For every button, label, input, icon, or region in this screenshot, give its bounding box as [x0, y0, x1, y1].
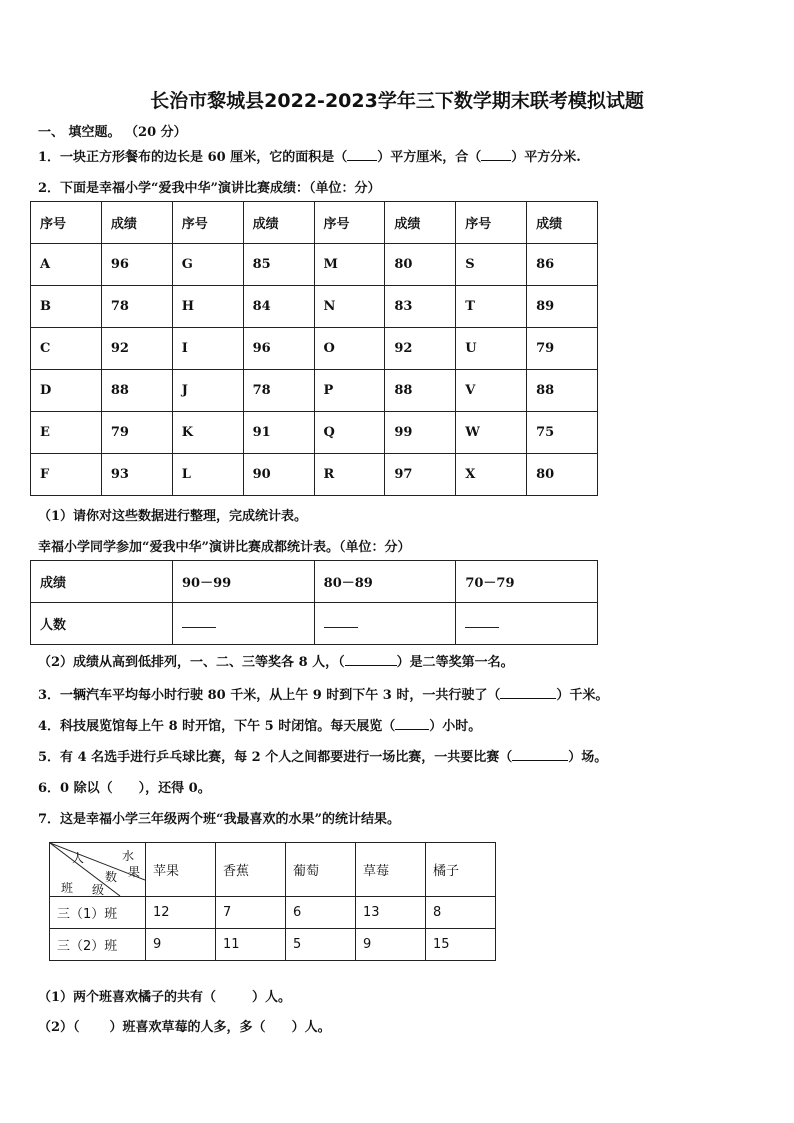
table-cell: 91 — [243, 412, 314, 454]
q3-text-a: 3．一辆汽车平均每小时行驶 80 千米，从上午 9 时到下午 3 时，一共行驶了（ — [38, 688, 501, 703]
header-cell: 葡萄 — [286, 843, 356, 897]
table-cell: 85 — [243, 244, 314, 286]
header-cell: 成绩 — [527, 202, 598, 244]
table-cell: 79 — [101, 412, 172, 454]
q4-text-b: ）小时。 — [429, 719, 482, 734]
table-cell: 9 — [146, 929, 216, 961]
corner-label: 数 — [105, 870, 118, 884]
table-cell: 83 — [385, 286, 456, 328]
table-row — [31, 328, 598, 370]
header-cell: 序号 — [31, 202, 102, 244]
question-5 — [38, 746, 607, 765]
table-cell: 70－79 — [456, 561, 598, 603]
stat-table-caption: 幸福小学同学参加“爱我中华”演讲比赛成都统计表。（单位：分） — [38, 540, 411, 555]
table-cell: M — [314, 244, 385, 286]
table-cell: 93 — [101, 454, 172, 496]
answer-cell[interactable] — [173, 603, 315, 645]
table-cell: 80－89 — [314, 561, 456, 603]
table-cell: 88 — [527, 370, 598, 412]
header-cell: 序号 — [456, 202, 527, 244]
header-cell: 序号 — [172, 202, 243, 244]
table-cell: 89 — [527, 286, 598, 328]
q3-text-b: ）千米。 — [556, 688, 609, 703]
table-cell: S — [456, 244, 527, 286]
table-cell: 97 — [385, 454, 456, 496]
table-cell: H — [172, 286, 243, 328]
table-cell: V — [456, 370, 527, 412]
question-2-intro: 2．下面是幸福小学“爱我中华”演讲比赛成绩：（单位：分） — [38, 181, 381, 196]
table-header-row — [31, 202, 598, 244]
q1-blank-1[interactable] — [347, 146, 377, 161]
table-cell: 90－99 — [173, 561, 315, 603]
q7-2-text-b: ）班喜欢草莓的人多，多（ — [109, 1020, 266, 1035]
table-cell: D — [31, 370, 102, 412]
table-cell: 80 — [385, 244, 456, 286]
table-row — [31, 286, 598, 328]
scores-table — [30, 201, 598, 496]
table-cell: 92 — [385, 328, 456, 370]
table-row — [31, 561, 598, 603]
table-cell: B — [31, 286, 102, 328]
table-cell: 99 — [385, 412, 456, 454]
table-cell: 8 — [426, 897, 496, 929]
corner-label: 班 — [61, 881, 74, 895]
header-cell: 序号 — [314, 202, 385, 244]
section-heading: 一、 填空题。 （20 分） — [38, 125, 187, 140]
table-row — [31, 244, 598, 286]
table-cell: 92 — [101, 328, 172, 370]
table-cell: C — [31, 328, 102, 370]
table-cell: I — [172, 328, 243, 370]
q7-1-text-b: ）人。 — [252, 990, 292, 1005]
header-cell: 成绩 — [385, 202, 456, 244]
question-6 — [38, 777, 211, 796]
corner-label: 人 — [72, 851, 85, 865]
q5-text-a: 5．有 4 名选手进行乒乓球比赛，每 2 个人之间都要进行一场比赛，一共要比赛（ — [38, 750, 513, 765]
table-cell: 88 — [385, 370, 456, 412]
table-cell: A — [31, 244, 102, 286]
q7-1-text-a: （1）两个班喜欢橘子的共有（ — [38, 990, 217, 1005]
table-cell: 11 — [216, 929, 286, 961]
table-row — [31, 370, 598, 412]
question-7-part-2 — [38, 1016, 331, 1035]
table-cell: N — [314, 286, 385, 328]
table-cell: 90 — [243, 454, 314, 496]
table-cell: 6 — [286, 897, 356, 929]
table-cell: 86 — [527, 244, 598, 286]
table-cell: 成绩 — [31, 561, 173, 603]
table-cell: 7 — [216, 897, 286, 929]
answer-blank[interactable] — [182, 615, 216, 628]
page-title: 长治市黎城县2022-2023学年三下数学期末联考模拟试题 — [150, 90, 644, 112]
question-1 — [38, 146, 581, 165]
corner-label: 果 — [128, 865, 141, 879]
q2-2-text-a: （2）成绩从高到低排列，一、二、三等奖各 8 人，（ — [38, 655, 345, 670]
question-7-part-1 — [38, 986, 291, 1005]
table-cell: R — [314, 454, 385, 496]
table-row — [31, 454, 598, 496]
table-row — [50, 929, 496, 961]
q7-2-text-c: ）人。 — [291, 1020, 331, 1035]
question-4 — [38, 715, 481, 734]
stat-table — [30, 560, 598, 645]
table-cell: 9 — [356, 929, 426, 961]
answer-cell[interactable] — [314, 603, 456, 645]
q5-blank[interactable] — [512, 746, 568, 761]
table-cell: J — [172, 370, 243, 412]
table-cell: 人数 — [31, 603, 173, 645]
table-cell: 96 — [101, 244, 172, 286]
q2-2-blank[interactable] — [345, 651, 397, 666]
question-3 — [38, 684, 608, 703]
table-row — [50, 897, 496, 929]
q1-blank-2[interactable] — [481, 146, 511, 161]
table-cell: O — [314, 328, 385, 370]
q7-2-text-a: （2）（ — [38, 1020, 80, 1035]
table-cell: 13 — [356, 897, 426, 929]
table-cell: E — [31, 412, 102, 454]
table-cell: 79 — [527, 328, 598, 370]
row-label: 三（2）班 — [50, 929, 146, 961]
header-cell: 苹果 — [146, 843, 216, 897]
corner-label: 级 — [92, 883, 105, 897]
table-cell: X — [456, 454, 527, 496]
q1-text-a: 1．一块正方形餐布的边长是 60 厘米，它的面积是（ — [38, 150, 348, 165]
question-7-intro: 7．这是幸福小学三年级两个班“我最喜欢的水果”的统计结果。 — [38, 812, 401, 827]
q2-2-text-b: ）是二等奖第一名。 — [396, 655, 514, 670]
q5-text-b: ）场。 — [568, 750, 608, 765]
diagonal-header-cell — [50, 843, 146, 897]
q6-text-a: 6．0 除以（ — [38, 781, 113, 796]
table-cell: P — [314, 370, 385, 412]
table-cell: 78 — [243, 370, 314, 412]
table-cell: 5 — [286, 929, 356, 961]
table-row — [31, 412, 598, 454]
table-cell: 78 — [101, 286, 172, 328]
row-label: 三（1）班 — [50, 897, 146, 929]
table-cell: 15 — [426, 929, 496, 961]
table-cell: K — [172, 412, 243, 454]
table-cell: 12 — [146, 897, 216, 929]
table-row — [31, 603, 598, 645]
q6-text-b: ），还得 0。 — [138, 781, 211, 796]
question-2-part-1: （1）请你对这些数据进行整理，完成统计表。 — [38, 509, 308, 524]
answer-cell[interactable] — [456, 603, 598, 645]
q3-blank[interactable] — [500, 684, 556, 699]
table-header-row — [50, 843, 496, 897]
answer-blank[interactable] — [465, 615, 499, 628]
header-cell: 成绩 — [243, 202, 314, 244]
table-cell: 80 — [527, 454, 598, 496]
fruit-table — [49, 842, 496, 961]
table-cell: 84 — [243, 286, 314, 328]
q1-text-c: ）平方分米. — [511, 150, 581, 165]
question-2-part-2 — [38, 651, 514, 670]
q1-text-b: ）平方厘米，合（ — [377, 150, 482, 165]
header-cell: 成绩 — [101, 202, 172, 244]
table-cell: Q — [314, 412, 385, 454]
table-cell: 96 — [243, 328, 314, 370]
table-cell: L — [172, 454, 243, 496]
table-cell: F — [31, 454, 102, 496]
table-cell: G — [172, 244, 243, 286]
table-cell: W — [456, 412, 527, 454]
table-cell: 75 — [527, 412, 598, 454]
header-cell: 香蕉 — [216, 843, 286, 897]
header-cell: 草莓 — [356, 843, 426, 897]
q4-blank[interactable] — [395, 715, 429, 730]
answer-blank[interactable] — [324, 615, 358, 628]
table-cell: T — [456, 286, 527, 328]
header-cell: 橘子 — [426, 843, 496, 897]
q4-text-a: 4．科技展览馆每上午 8 时开馆，下午 5 时闭馆。每天展览（ — [38, 719, 396, 734]
table-cell: U — [456, 328, 527, 370]
corner-label: 水 — [122, 849, 135, 863]
table-cell: 88 — [101, 370, 172, 412]
